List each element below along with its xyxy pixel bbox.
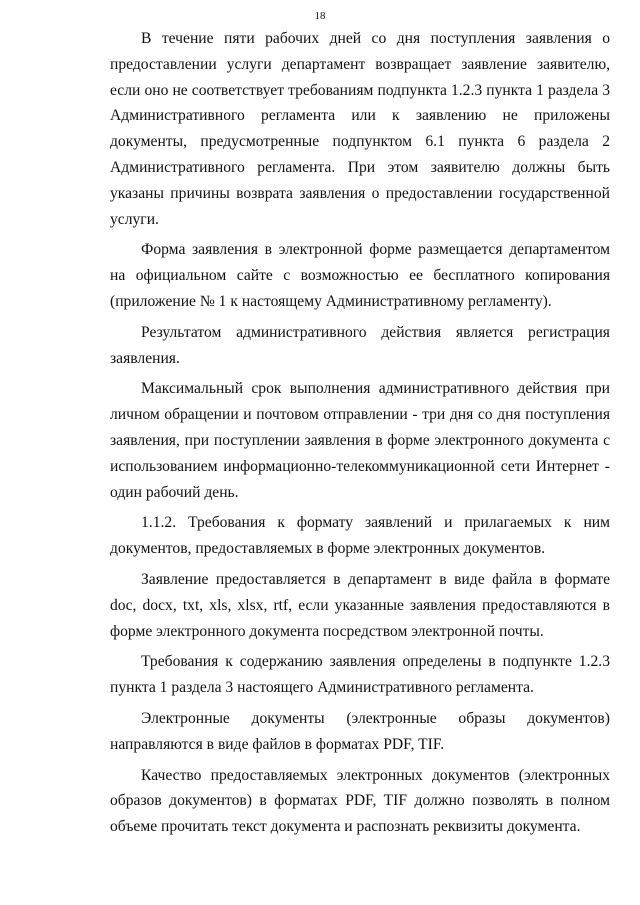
paragraph-content-requirements: Требования к содержанию заявления определены в подпункте 1.2.3 пункта 1 раздела 3 настоящего Административного регламента. (110, 653, 610, 697)
paragraph-electronic-form-placement: Форма заявления в электронной форме размещается департаментом на официальном сайте с возможностью ее бесплатного копирования (приложение № 1 к настоящему Административному регламенту). (110, 241, 610, 310)
paragraph-electronic-documents-formats: Электронные документы (электронные образы документов) направляются в виде файлов в форматах PDF, TIF. (110, 709, 610, 753)
page-number: 18 (314, 10, 326, 22)
paragraph-return-of-application: В течение пяти рабочих дней со дня поступления заявления о предоставлении услуги департамент возвращает заявление заявителю, если оно не соответствует требованиям подпункта 1.2.3 пункта 1 раздела 3 Административного регламента или к заявлению не приложены документы, предусмотренные подпунктом 6.1 пункта 6 раздела 2 Административного регламента. При этом заявителю должны быть указаны причины возврата заявления о предоставлении государственной услуги. (110, 30, 610, 228)
paragraph-file-formats: Заявление предоставляется в департамент в виде файла в формате doc, docx, txt, xls, xlsx, rtf, если указанные заявления предоставляются в форме электронного документа посредством электронной почты. (110, 570, 610, 640)
document-body (110, 26, 610, 845)
paragraph-maximum-term: Максимальный срок выполнения административного действия при личном обращении и почтовом отправлении - три дня со дня поступления заявления, при поступлении заявления в форме электронного документа с использованием информационно-телекоммуникационной сети Интернет - один рабочий день. (110, 380, 610, 501)
paragraph-section-1-1-2: 1.1.2. Требования к формату заявлений и прилагаемых к ним документов, предоставляемых в форме электронных документов. (110, 514, 610, 558)
paragraph-action-result: Результатом административного действия является регистрация заявления. (110, 323, 610, 367)
paragraph-document-quality: Качество предоставляемых электронных документов (электронных образов документов) в форматах PDF, TIF должно позволять в полном объеме прочитать текст документа и распознать реквизиты документа. (110, 766, 610, 836)
